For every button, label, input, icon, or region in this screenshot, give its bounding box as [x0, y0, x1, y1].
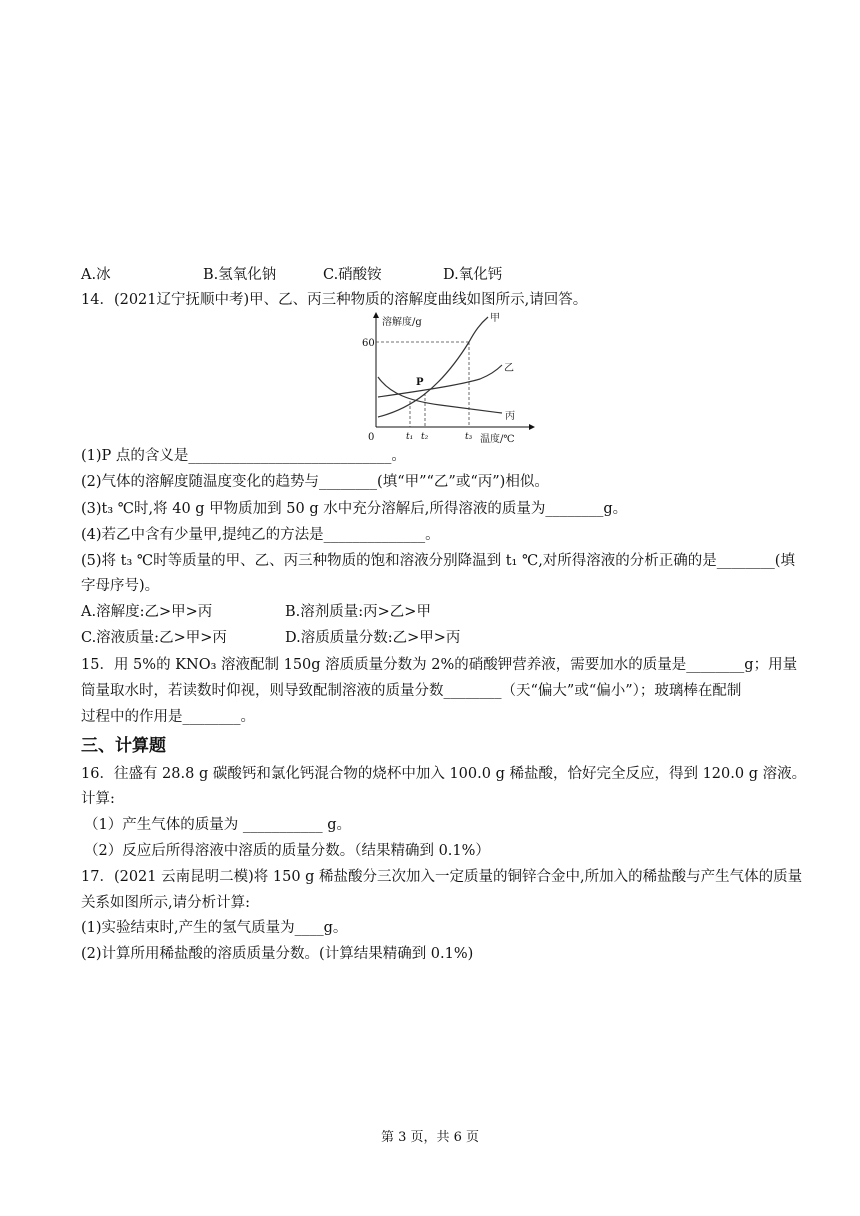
q14-sub5-line2: 字母序号)。: [81, 578, 160, 594]
series-label-bing: 丙: [505, 411, 515, 422]
q13-option-c: C.硝酸铵: [323, 267, 382, 283]
q16-sub1: （1）产生气体的质量为 ___________ g。: [84, 817, 351, 833]
chart-origin: 0: [368, 432, 375, 443]
chart-ylabel: 溶解度/g: [382, 317, 422, 328]
q14-option-c: C.溶液质量:乙>甲>丙: [81, 630, 227, 646]
q14-option-a: A.溶解度:乙>甲>丙: [81, 604, 213, 620]
chart-ytick-60: 60: [362, 338, 375, 349]
q14-option-d: D.溶质质量分数:乙>甲>丙: [285, 630, 461, 646]
q14-stem: 14．(2021辽宁抚顺中考)甲、乙、丙三种物质的溶解度曲线如图所示,请回答。: [81, 292, 588, 308]
q13-option-a: A.冰: [81, 267, 111, 283]
chart-xtick-t3: t₃: [465, 432, 473, 442]
series-label-jia: 甲: [490, 313, 500, 324]
q17-line2: 关系如图所示,请分析计算:: [81, 895, 250, 911]
q13-option-b: B.氢氧化钠: [203, 267, 277, 283]
q14-sub3: (3)t₃ ℃时,将 40 g 甲物质加到 50 g 水中充分溶解后,所得溶液的质量为________g。: [81, 501, 628, 517]
q17-sub2: (2)计算所用稀盐酸的溶质质量分数。(计算结果精确到 0.1%): [81, 946, 474, 962]
point-p-label: P: [416, 377, 424, 388]
q14-sub2: (2)气体的溶解度随温度变化的趋势与________(填“甲”“乙”或“丙”)相似。: [81, 474, 549, 490]
series-label-yi: 乙: [504, 363, 514, 374]
q15-line3: 过程中的作用是________。: [81, 709, 255, 725]
q14-sub4: (4)若乙中含有少量甲,提纯乙的方法是______________。: [81, 527, 440, 543]
q15-line2: 筒量取水时，若读数时仰视，则导致配制溶液的质量分数________（天“偏大”或“偏小”）；玻璃棒在配制: [81, 683, 742, 699]
section-heading-calculation: 三、计算题: [81, 736, 166, 756]
q16-line1: 16．往盛有 28.8 g 碳酸钙和氯化钙混合物的烧杯中加入 100.0 g 稀盐酸，恰好完全反应，得到 120.0 g 溶液。: [81, 766, 807, 782]
q14-sub5-line1: (5)将 t₃ ℃时等质量的甲、乙、丙三种物质的饱和溶液分别降温到 t₁ ℃,对所得溶液的分析正确的是________(填: [81, 553, 795, 569]
chart-xtick-t2: t₂: [421, 432, 429, 442]
solubility-chart: [360, 309, 540, 444]
page-footer: 第 3 页，共 6 页: [380, 1130, 480, 1145]
q16-sub2: （2）反应后所得溶液中溶质的质量分数。（结果精确到 0.1%）: [84, 843, 490, 859]
chart-xlabel: 温度/℃: [480, 434, 515, 444]
curve-jia: [378, 317, 488, 417]
curve-bing: [378, 377, 502, 413]
q14-sub1: (1)P 点的含义是____________________________。: [81, 448, 406, 464]
q13-option-d: D.氧化钙: [443, 267, 503, 283]
q17-sub1: (1)实验结束时,产生的氢气质量为____g。: [81, 920, 348, 936]
q14-option-b: B.溶剂质量:丙>乙>甲: [285, 604, 431, 620]
q15-line1: 15．用 5%的 KNO₃ 溶液配制 150g 溶质质量分数为 2%的硝酸钾营养液，需要加水的质量是________g；用量: [81, 657, 798, 673]
q17-line1: 17．(2021 云南昆明二模)将 150 g 稀盐酸分三次加入一定质量的铜锌合金中,所加入的稀盐酸与产生气体的质量: [81, 869, 803, 885]
chart-xtick-t1: t₁: [406, 432, 414, 442]
q16-line2: 计算:: [81, 791, 115, 807]
